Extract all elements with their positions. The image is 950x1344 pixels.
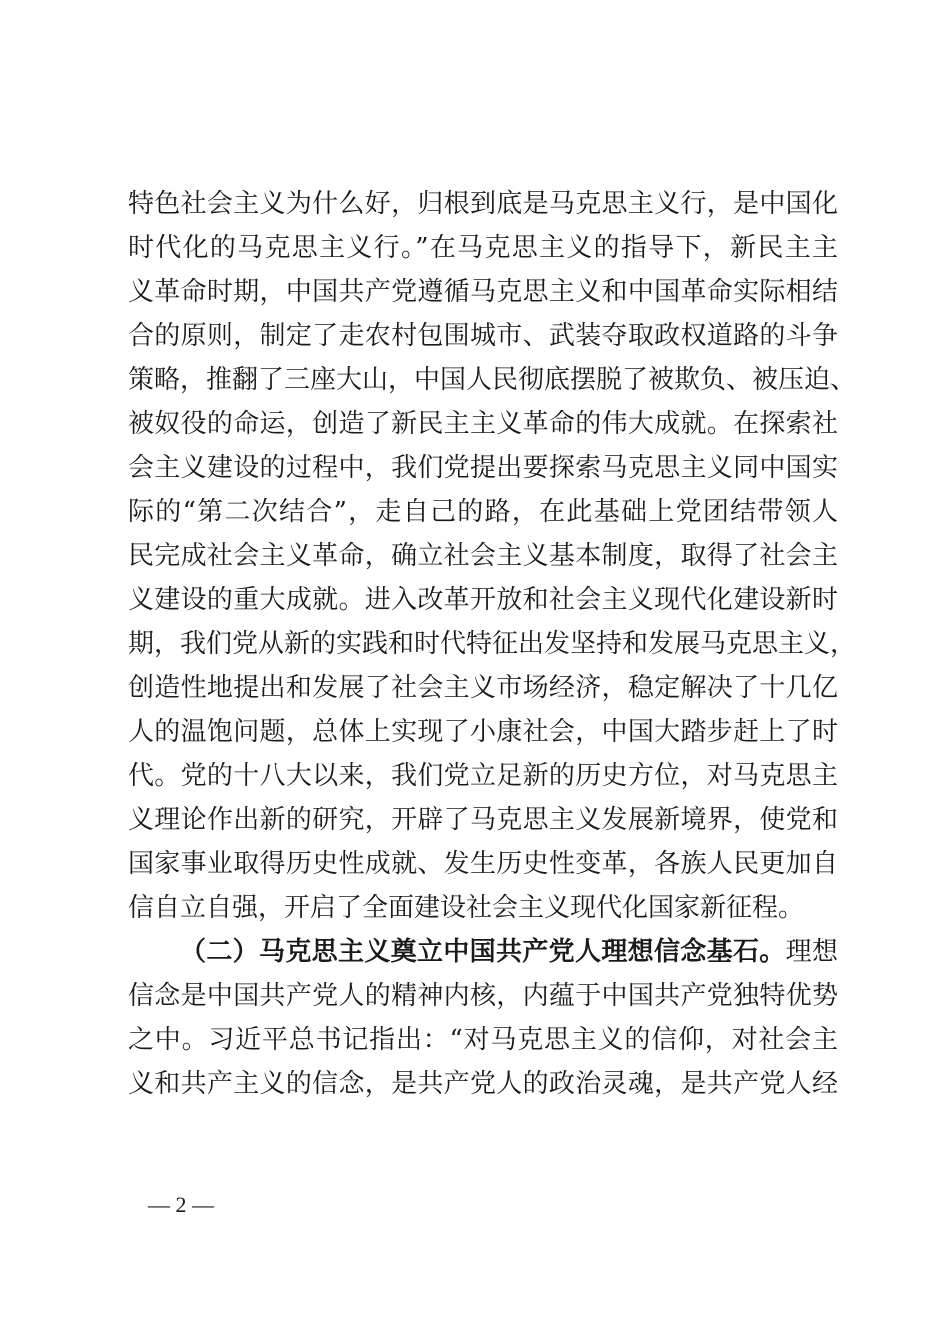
body-line: 会主义建设的过程中，我们党提出要探索马克思主义同中国实 xyxy=(128,453,838,483)
body-line: 被奴役的命运，创造了新民主主义革命的伟大成就。在探索社 xyxy=(128,409,838,439)
body-line: 代。党的十八大以来，我们党立足新的历史方位，对马克思主 xyxy=(128,761,838,791)
body-line: 特色社会主义为什么好，归根到底是马克思主义行，是中国化 xyxy=(128,189,838,219)
body-line: 义和共产主义的信念，是共产党人的政治灵魂，是共产党人经 xyxy=(128,1069,838,1099)
body-line: 义理论作出新的研究，开辟了马克思主义发展新境界，使党和 xyxy=(128,805,838,835)
body-line: 创造性地提出和发展了社会主义市场经济，稳定解决了十几亿 xyxy=(128,673,838,703)
heading-continuation: 理想 xyxy=(785,937,838,967)
body-line: 合的原则，制定了走农村包围城市、武装夺取政权道路的斗争 xyxy=(128,321,838,351)
body-line: 时代化的马克思主义行。”在马克思主义的指导下，新民主主 xyxy=(128,233,838,263)
body-line: 民完成社会主义革命，确立社会主义基本制度，取得了社会主 xyxy=(128,541,838,571)
section-heading-line xyxy=(180,930,838,974)
page-number: — 2 — xyxy=(148,1192,214,1217)
section-heading: （二）马克思主义奠立中国共产党人理想信念基石。 xyxy=(180,937,786,967)
body-line: 期，我们党从新的实践和时代特征出发坚持和发展马克思主义， xyxy=(128,629,857,659)
body-line: 之中。习近平总书记指出：“对马克思主义的信仰，对社会主 xyxy=(128,1025,838,1055)
body-line: 国家事业取得历史性成就、发生历史性变革，各族人民更加自 xyxy=(128,849,838,879)
body-line: 信自立自强，开启了全面建设社会主义现代化国家新征程。 xyxy=(128,893,805,923)
body-line: 义革命时期，中国共产党遵循马克思主义和中国革命实际相结 xyxy=(128,277,838,307)
body-line: 际的“第二次结合”，走自己的路，在此基础上党团结带领人 xyxy=(128,497,838,527)
body-line: 人的温饱问题，总体上实现了小康社会，中国大踏步赶上了时 xyxy=(128,717,838,747)
body-line: 义建设的重大成就。进入改革开放和社会主义现代化建设新时 xyxy=(128,585,838,615)
body-line: 策略，推翻了三座大山，中国人民彻底摆脱了被欺负、被压迫、 xyxy=(128,365,857,395)
body-line: 信念是中国共产党人的精神内核，内蕴于中国共产党独特优势 xyxy=(128,981,838,1011)
